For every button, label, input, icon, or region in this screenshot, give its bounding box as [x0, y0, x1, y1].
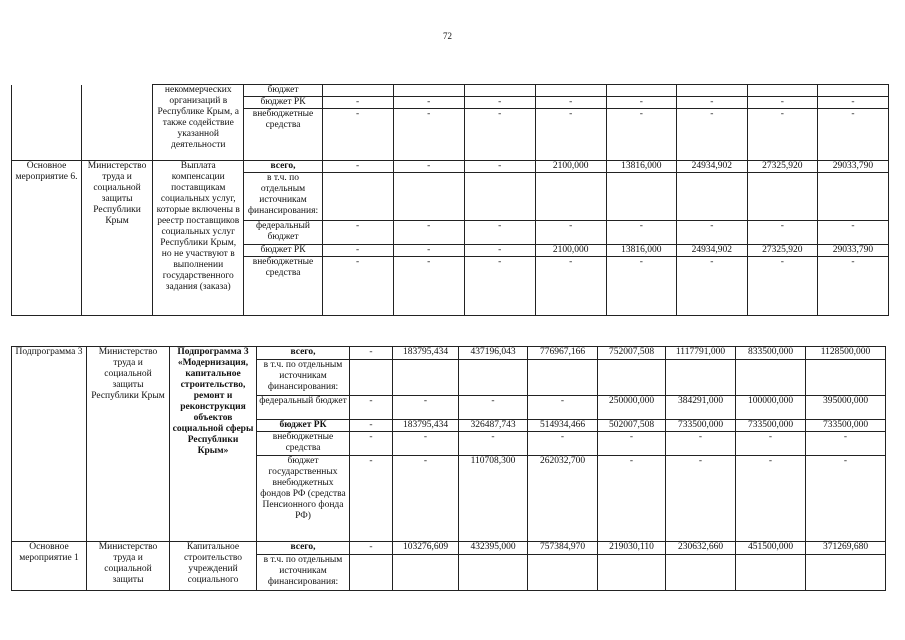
- funding-source: бюджет РК: [257, 420, 350, 432]
- table-cell: [817, 85, 888, 97]
- responsible-executor: Министерство труда и социальной защиты: [87, 542, 170, 591]
- funding-source: в т.ч. по отдельным источникам финансирования:: [257, 555, 350, 591]
- table-cell: -: [817, 97, 888, 109]
- table-cell: -: [817, 109, 888, 161]
- table-cell: -: [535, 97, 606, 109]
- table-cell: [322, 85, 393, 97]
- table-cell: [350, 555, 393, 591]
- table-cell: -: [459, 432, 528, 456]
- table-cell: -: [535, 221, 606, 245]
- table-cell: -: [606, 109, 676, 161]
- funding-source: всего,: [257, 347, 350, 360]
- responsible-executor: Министерство труда и социальной защиты Республики Крым: [87, 347, 170, 542]
- table-cell: -: [464, 161, 535, 173]
- table-cell: 733500,000: [666, 420, 736, 432]
- table-cell: -: [350, 432, 393, 456]
- table-cell: 13816,000: [606, 245, 676, 257]
- table-cell: -: [393, 456, 459, 542]
- table-cell: -: [464, 245, 535, 257]
- table-cell: [464, 173, 535, 221]
- table-cell: -: [350, 542, 393, 555]
- funding-source: федеральный бюджет: [257, 396, 350, 420]
- funding-source: бюджет: [244, 85, 322, 97]
- table-cell: -: [464, 221, 535, 245]
- table-cell: 326487,743: [459, 420, 528, 432]
- table-cell: -: [393, 97, 464, 109]
- table-cell: 432395,000: [459, 542, 528, 555]
- table-cell: -: [736, 432, 806, 456]
- table-cell: -: [464, 109, 535, 161]
- table-cell: 733500,000: [736, 420, 806, 432]
- table-row: [12, 85, 889, 97]
- table-cell: [736, 555, 806, 591]
- table-cell: 24934,902: [676, 245, 747, 257]
- table-cell: 752007,508: [598, 347, 666, 360]
- table-cell: -: [350, 347, 393, 360]
- table-cell: 27325,920: [747, 161, 817, 173]
- table-cell: [393, 85, 464, 97]
- budget-table-part-1: [11, 84, 889, 316]
- table-cell: -: [736, 456, 806, 542]
- table-cell: -: [464, 97, 535, 109]
- table-cell: 1117791,000: [666, 347, 736, 360]
- table-cell: -: [393, 396, 459, 420]
- table-cell: [747, 85, 817, 97]
- funding-source: внебюджетные средства: [244, 109, 322, 161]
- table-cell: 183795,434: [393, 347, 459, 360]
- table-cell: 24934,902: [676, 161, 747, 173]
- table-cell: -: [350, 456, 393, 542]
- table-cell: -: [747, 109, 817, 161]
- table-cell: [598, 360, 666, 396]
- table-cell: [459, 360, 528, 396]
- table-cell: 2100,000: [535, 161, 606, 173]
- table-cell: -: [598, 432, 666, 456]
- table-cell: 103276,609: [393, 542, 459, 555]
- table-cell: -: [606, 221, 676, 245]
- table-cell: 110708,300: [459, 456, 528, 542]
- table-cell: -: [747, 257, 817, 316]
- table-cell: [322, 173, 393, 221]
- table-cell: -: [676, 257, 747, 316]
- funding-source: бюджет РК: [244, 245, 322, 257]
- activity-description: некоммерческих организаций в Республике Крым, а также содействие указанной деятельности: [153, 85, 244, 161]
- table-cell: -: [528, 432, 598, 456]
- empty-cell: [82, 85, 153, 161]
- table-cell: 2100,000: [535, 245, 606, 257]
- table-cell: 250000,000: [598, 396, 666, 420]
- table-cell: -: [322, 161, 393, 173]
- table-cell: [676, 173, 747, 221]
- table-cell: -: [350, 396, 393, 420]
- table-cell: [393, 173, 464, 221]
- table-cell: -: [806, 456, 886, 542]
- table-cell: [535, 85, 606, 97]
- table-cell: -: [535, 109, 606, 161]
- table-cell: 29033,790: [817, 161, 888, 173]
- table-cell: -: [747, 97, 817, 109]
- table-cell: [528, 555, 598, 591]
- table-cell: -: [817, 221, 888, 245]
- table-row: [12, 161, 889, 173]
- table-cell: [606, 85, 676, 97]
- budget-table-part-2: [11, 346, 886, 591]
- table-cell: 733500,000: [806, 420, 886, 432]
- table-cell: -: [322, 97, 393, 109]
- table-cell: -: [322, 257, 393, 316]
- table-cell: -: [535, 257, 606, 316]
- funding-source: внебюджетные средства: [257, 432, 350, 456]
- activity-code: Основное мероприятие 1: [12, 542, 87, 591]
- table-cell: -: [806, 432, 886, 456]
- table-cell: [747, 173, 817, 221]
- table-cell: [528, 360, 598, 396]
- table-cell: [598, 555, 666, 591]
- subprogram-code: Подпрограмма 3: [12, 347, 87, 542]
- subprogram-description: Подпрограмма 3 «Модернизация, капитальное строительство, ремонт и реконструкция объектов социальной сферы Республики Крым»: [170, 347, 257, 542]
- table-cell: 451500,000: [736, 542, 806, 555]
- table-cell: -: [817, 257, 888, 316]
- table-row: [12, 542, 886, 555]
- table-cell: -: [676, 97, 747, 109]
- table-cell: 230632,660: [666, 542, 736, 555]
- table-cell: -: [322, 221, 393, 245]
- table-cell: [459, 555, 528, 591]
- funding-source: в т.ч. по отдельным источникам финансирования:: [257, 360, 350, 396]
- table-cell: -: [393, 161, 464, 173]
- page-number: 72: [443, 31, 452, 41]
- table-cell: -: [393, 257, 464, 316]
- table-cell: 1128500,000: [806, 347, 886, 360]
- table-cell: 384291,000: [666, 396, 736, 420]
- table-cell: -: [459, 396, 528, 420]
- table-cell: [535, 173, 606, 221]
- table-cell: 29033,790: [817, 245, 888, 257]
- table-cell: [666, 360, 736, 396]
- activity-description: Капитальное строительство учреждений социального: [170, 542, 257, 591]
- table-cell: [393, 360, 459, 396]
- table-cell: 100000,000: [736, 396, 806, 420]
- funding-source: внебюджетные средства: [244, 257, 322, 316]
- funding-source: всего,: [244, 161, 322, 173]
- table-cell: -: [393, 432, 459, 456]
- table-cell: [736, 360, 806, 396]
- table-cell: [464, 85, 535, 97]
- table-cell: [393, 555, 459, 591]
- table-cell: -: [666, 456, 736, 542]
- table-cell: [817, 173, 888, 221]
- table-cell: [806, 555, 886, 591]
- funding-source: бюджет РК: [244, 97, 322, 109]
- table-cell: 502007,508: [598, 420, 666, 432]
- funding-source: в т.ч. по отдельным источникам финансирования:: [244, 173, 322, 221]
- table-cell: -: [528, 396, 598, 420]
- table-cell: [666, 555, 736, 591]
- table-cell: 219030,110: [598, 542, 666, 555]
- table-cell: 514934,466: [528, 420, 598, 432]
- table-cell: 833500,000: [736, 347, 806, 360]
- table-cell: 437196,043: [459, 347, 528, 360]
- table-cell: -: [322, 245, 393, 257]
- table-cell: -: [747, 221, 817, 245]
- table-cell: 262032,700: [528, 456, 598, 542]
- table-cell: -: [322, 109, 393, 161]
- table-cell: -: [676, 109, 747, 161]
- empty-cell: [12, 85, 82, 161]
- responsible-executor: Министерство труда и социальной защиты Республики Крым: [82, 161, 153, 316]
- table-cell: -: [676, 221, 747, 245]
- table-row: [12, 347, 886, 360]
- activity-code: Основное мероприятие 6.: [12, 161, 82, 316]
- table-cell: [350, 360, 393, 396]
- table-cell: -: [393, 109, 464, 161]
- table-cell: -: [606, 257, 676, 316]
- funding-source: федеральный бюджет: [244, 221, 322, 245]
- table-cell: -: [393, 221, 464, 245]
- table-cell: 395000,000: [806, 396, 886, 420]
- table-cell: 183795,434: [393, 420, 459, 432]
- table-cell: 13816,000: [606, 161, 676, 173]
- table-cell: [606, 173, 676, 221]
- table-cell: [676, 85, 747, 97]
- table-cell: 776967,166: [528, 347, 598, 360]
- activity-description: Выплата компенсации поставщикам социальных услуг, которые включены в реестр поставщиков социальных услуг Республики Крым, но не участвуют в выполнении государственного задания (заказа): [153, 161, 244, 316]
- table-cell: -: [598, 456, 666, 542]
- table-cell: [806, 360, 886, 396]
- table-cell: 27325,920: [747, 245, 817, 257]
- funding-source: бюджет государственных внебюджетных фондов РФ (средства Пенсионного фонда РФ): [257, 456, 350, 542]
- table-cell: -: [393, 245, 464, 257]
- funding-source: всего,: [257, 542, 350, 555]
- table-cell: -: [666, 432, 736, 456]
- table-cell: 371269,680: [806, 542, 886, 555]
- table-cell: -: [464, 257, 535, 316]
- table-cell: 757384,970: [528, 542, 598, 555]
- table-cell: -: [350, 420, 393, 432]
- table-cell: -: [606, 97, 676, 109]
